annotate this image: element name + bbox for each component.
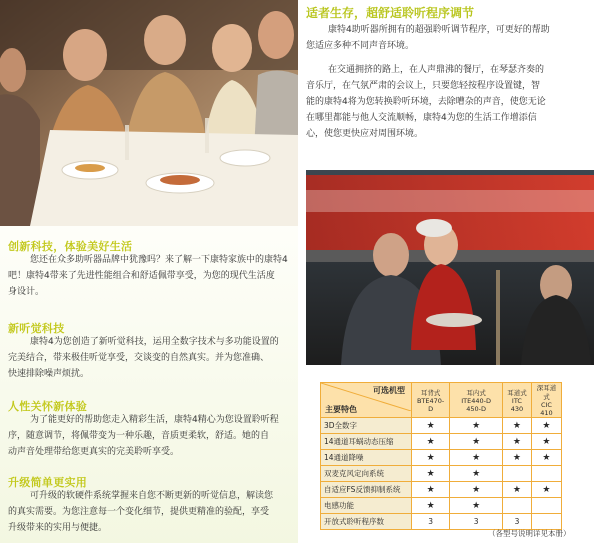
- table-row: [321, 450, 562, 466]
- text-line: 序，随意调节，将佩带变为一种乐趣，音质更柔软，舒适。她的自: [8, 431, 270, 441]
- text-line: 吧！康特4带来了先进性能组合和舒适佩带享受，为您的现代生活度: [8, 271, 275, 281]
- text-line: 康特4助听器所拥有的超强聆听调节程序，可更好的帮助: [328, 25, 550, 35]
- feature-label: 14通道耳蜗动态压缩: [321, 434, 412, 450]
- table-row: [321, 466, 562, 482]
- text-line: 快速排除噪声烦扰。: [8, 369, 90, 379]
- feature-label: 电感功能: [321, 498, 412, 514]
- section-heading: 升级简单更实用: [8, 476, 88, 489]
- model-type: 耳道式: [507, 388, 527, 397]
- table-row: [321, 482, 562, 498]
- table-cell: ★: [450, 434, 503, 450]
- section-body: [8, 334, 296, 382]
- text-line: 能的康特4将为您转换聆听环境，去除嘈杂的声音，使您无论: [306, 97, 546, 107]
- text-line: 的真实需要。为您注意每一个变化细节，提供更精准的验配，享受: [8, 507, 270, 517]
- text-line: 您适应多种不同声音环境。: [306, 41, 415, 51]
- right-paragraph-2: [306, 62, 596, 142]
- dinner-party-photo: [0, 0, 298, 226]
- table-cell: ★: [450, 418, 503, 434]
- text-line: 完美结合，带来极佳听觉享受，交谈变的自然真实。并为您准确、: [8, 353, 270, 363]
- right-heading: 适者生存，超舒适聆听程序调节: [306, 6, 475, 20]
- corner-label-models: 可选机型: [373, 386, 405, 395]
- section-heading: 新听觉科技: [8, 322, 65, 335]
- table-cell: [531, 498, 561, 514]
- table-cell: ★: [412, 434, 450, 450]
- section-heading: 创新科技，体验美好生活: [8, 240, 133, 253]
- table-cell: ★: [503, 482, 532, 498]
- model-header: [531, 383, 561, 418]
- table-cell: ★: [412, 466, 450, 482]
- text-line: 心，使您更快应对周围环境。: [306, 129, 424, 139]
- table-row: [321, 418, 562, 434]
- table-cell: [503, 498, 532, 514]
- text-line: 可升级的软硬件系统掌握来自您不断更新的听觉信息，解读您: [30, 491, 274, 501]
- model-code: ITC 430: [510, 396, 524, 413]
- table-cell: ★: [450, 482, 503, 498]
- text-line: 为了能更好的帮助您走入精彩生活，康特4精心为您设置聆听程: [30, 415, 279, 425]
- table-cell: ★: [531, 434, 561, 450]
- feature-label: 3D全数字: [321, 418, 412, 434]
- model-code: CIC 410: [540, 401, 553, 417]
- feature-label: 14通道降噪: [321, 450, 412, 466]
- table-cell: [531, 466, 561, 482]
- table-cell: ★: [503, 418, 532, 434]
- text-line: 动声音处理带给您更真实的完美聆听享受。: [8, 447, 180, 457]
- table-row: [321, 498, 562, 514]
- text-line: 您还在众多助听器品牌中犹豫吗？来了解一下康特家族中的康特4: [30, 255, 288, 265]
- model-type: 深耳道式: [536, 384, 557, 401]
- corner-cell: [321, 383, 412, 418]
- table-row: [321, 434, 562, 450]
- table-cell: ★: [450, 498, 503, 514]
- right-paragraph-1: [306, 22, 596, 54]
- section-body: [8, 252, 296, 300]
- model-header: [450, 383, 503, 418]
- feature-label: 自适应FS反馈抑制系统: [321, 482, 412, 498]
- table-cell: ★: [531, 482, 561, 498]
- table-cell: ★: [412, 498, 450, 514]
- section-body: [8, 488, 296, 536]
- section-body: [8, 412, 296, 460]
- text-line: 在哪里都能与他人交流顺畅，康特4为您的生活工作增添信: [306, 113, 537, 123]
- table-cell: 3: [503, 514, 532, 530]
- corner-label-features: 主要特色: [325, 405, 357, 414]
- feature-label: 开放式聆听程序数: [321, 514, 412, 530]
- text-line: 升级带来的实用与便捷。: [8, 523, 108, 533]
- model-code: BTE470-D: [416, 396, 445, 413]
- table-cell: ★: [503, 434, 532, 450]
- table-cell: 3: [450, 514, 503, 530]
- table-footnote: （各型号说明详见本册）: [488, 529, 571, 538]
- text-line: 康特4为您创造了新听觉科技，运用全数字技术与多功能设置的: [30, 337, 279, 347]
- feature-label: 双麦克风定向系统: [321, 466, 412, 482]
- table-header-row: [321, 383, 562, 418]
- text-line: 音乐厅，在气氛严肃的会议上，只要您轻按程序设置键，智: [306, 81, 541, 91]
- table-cell: ★: [412, 450, 450, 466]
- cafe-street-photo: [306, 170, 594, 365]
- text-line: 在交通拥挤的路上，在人声鼎沸的餐厅，在琴瑟齐奏的: [328, 65, 545, 75]
- table-cell: [503, 466, 532, 482]
- model-header: [412, 383, 450, 418]
- table-cell: ★: [531, 418, 561, 434]
- table-cell: ★: [531, 450, 561, 466]
- feature-table: [320, 382, 562, 530]
- model-type: 耳内式: [466, 388, 486, 397]
- model-header: [503, 383, 532, 418]
- table-cell: ★: [450, 466, 503, 482]
- table-cell: ★: [503, 450, 532, 466]
- section-heading: 人性关怀新体验: [8, 400, 88, 413]
- model-type: 耳背式: [420, 388, 441, 397]
- model-code: ITE440-D 450-D: [461, 396, 491, 413]
- table-cell: ★: [412, 418, 450, 434]
- table-cell: ★: [412, 482, 450, 498]
- text-line: 身设计。: [8, 287, 45, 297]
- table-cell: ★: [450, 450, 503, 466]
- table-cell: 3: [412, 514, 450, 530]
